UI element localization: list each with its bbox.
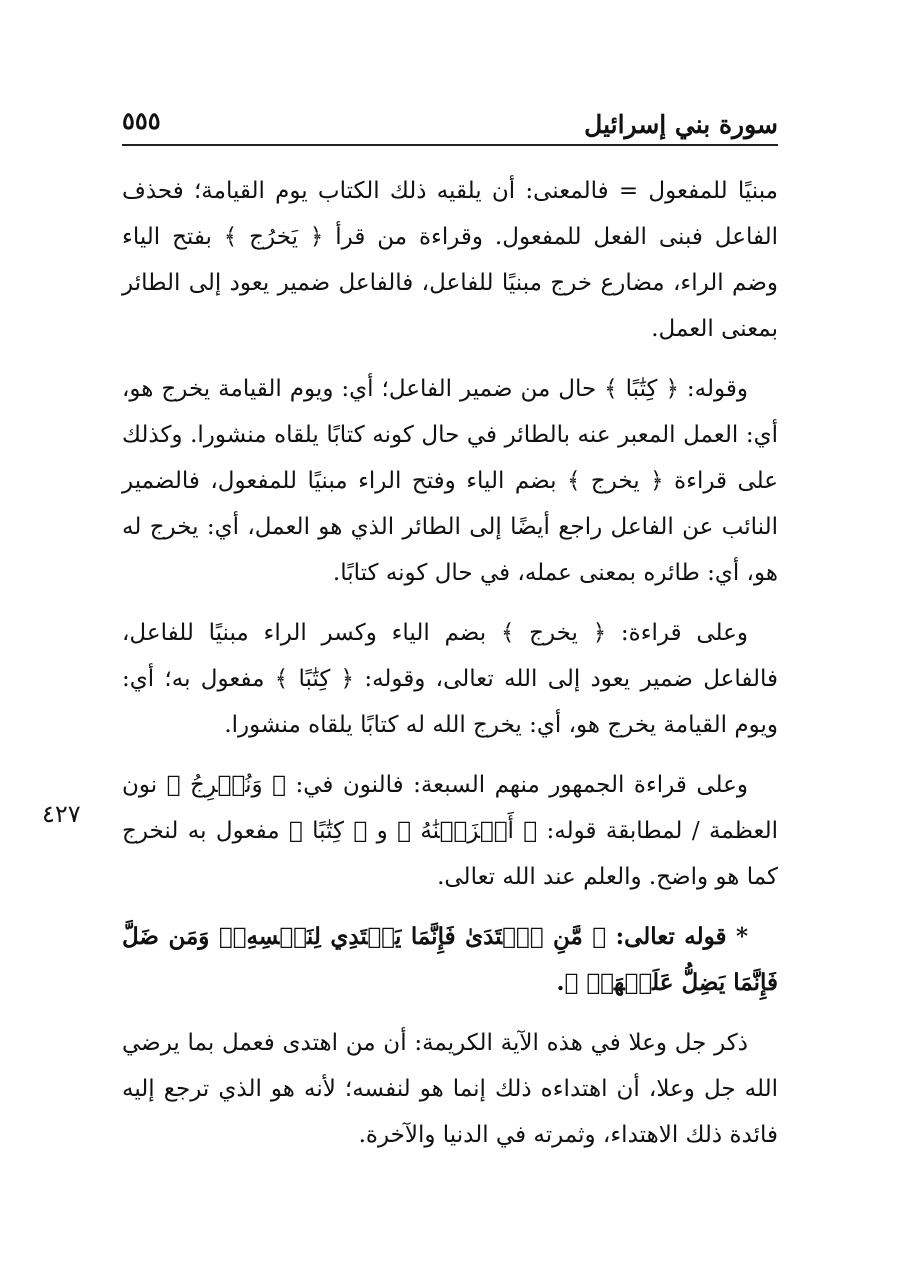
- paragraph-2: وقوله: ﴿ كِتَٰبًا ﴾ حال من ضمير الفاعل؛ أي: ويوم القيامة يخرج هو، أي: العمل المعبر عنه بالطائر في حال كونه كتابًا يلقاه منشورا. وكذلك على قراءة ﴿ يخرج ﴾ بضم الياء وفتح الراء مبنيًا للمفعول، فالضمير النائب عن الفاعل راجع أيضًا إلى الطائر الذي هو العمل، أي: يخرج له هو، أي: طائره بمعنى عمله، في حال كونه كتابًا.: [122, 376, 778, 586]
- margin-page-reference: ٤٢٧: [42, 800, 81, 828]
- page-header: [122, 100, 778, 146]
- paragraph-4: وعلى قراءة الجمهور منهم السبعة: فالنون في: ﴿ وَنُخۡرِجُ ﴾ نون العظمة / لمطابقة قوله: ﴿ أَلۡزَمۡنَٰهُ ﴾ و ﴿ كِتَٰبًا ﴾ مفعول به لنخرج كما هو واضح. والعلم عند الله تعالى.: [122, 772, 778, 890]
- paragraph-1: مبنيًا للمفعول = فالمعنى: أن يلقيه ذلك الكتاب يوم القيامة؛ فحذف الفاعل فبنى الفعل للمفعول. وقراءة من قرأ ﴿ يَخرُج ﴾ بفتح الياء وضم الراء، مضارع خرج مبنيًا للفاعل، فالفاعل ضمير يعود إلى الطائر بمعنى العمل.: [122, 178, 778, 342]
- paragraph-3: وعلى قراءة: ﴿ يخرج ﴾ بضم الياء وكسر الراء مبنيًا للفاعل، فالفاعل ضمير يعود إلى الله تعالى، وقوله: ﴿ كِتَٰبًا ﴾ مفعول به؛ أي: ويوم القيامة يخرج هو، أي: يخرج الله له كتابًا يلقاه منشورا.: [122, 620, 778, 738]
- paragraph-6: ذكر جل وعلا في هذه الآية الكريمة: أن من اهتدى فعمل بما يرضي الله جل وعلا، أن اهتداءه ذلك إنما هو لنفسه؛ لأنه هو الذي ترجع إليه فائدة ذلك الاهتداء، وثمرته في الدنيا والآخرة.: [122, 1030, 778, 1148]
- verse-heading: * قوله تعالى: ﴿ مَّنِ ٱهۡتَدَىٰ فَإِنَّمَا يَهۡتَدِي لِنَفۡسِهِۦۖ وَمَن ضَلَّ فَإِنَّمَا يَضِلُّ عَلَيۡهَاۚ ﴾.: [122, 923, 778, 996]
- page-body: [122, 168, 778, 1172]
- page-number: ٥٥٥: [122, 106, 161, 135]
- surah-title: سورة بني إسرائيل: [584, 110, 778, 139]
